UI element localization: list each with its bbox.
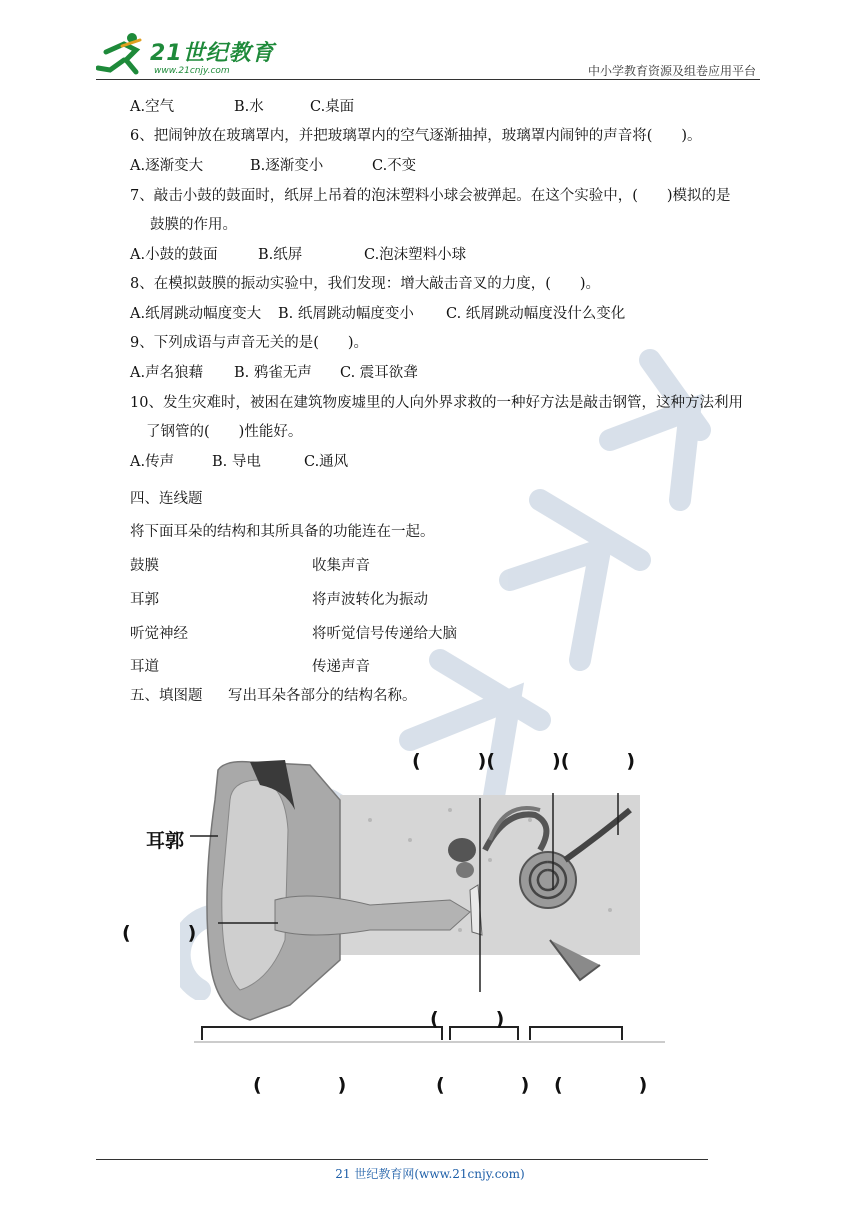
- section5-title: 五、填图题: [130, 688, 203, 704]
- q7-option-b: B.纸屏: [258, 247, 303, 263]
- match-right-item: 将声波转化为振动: [312, 592, 428, 608]
- brand-name: 21世纪教育: [150, 41, 275, 66]
- blank-outer-ear[interactable]: ( ): [253, 1074, 347, 1096]
- q9-text: 9、下列成语与声音无关的是( )。: [130, 335, 369, 351]
- ear-diagram: [110, 740, 710, 1100]
- q5-option-a: A.空气: [130, 99, 175, 115]
- header-divider: [96, 79, 760, 80]
- q9-options: [130, 363, 418, 383]
- q8-text: 8、在模拟鼓膜的振动实验中，我们发现：增大敲击音叉的力度，( )。: [130, 276, 601, 292]
- blank-middle-part[interactable]: ( ): [430, 1008, 505, 1030]
- q10-option-a: A.传声: [130, 454, 175, 470]
- q7-text-line1: 7、敲击小鼓的鼓面时，纸屏上吊着的泡沫塑料小球会被弹起。在这个实验中，( )模拟的是: [130, 188, 731, 204]
- q5-options: [130, 97, 354, 117]
- footer-text: 21 世纪教育网(www.21cnjy.com): [335, 1167, 525, 1181]
- q5-option-c: C.桌面: [310, 99, 355, 115]
- runner-logo-icon: [96, 30, 148, 76]
- blank-middle-ear[interactable]: ( ): [436, 1074, 530, 1096]
- q7-option-c: C.泡沫塑料小球: [364, 247, 467, 263]
- q8-option-a: A.纸屑跳动幅度变大: [130, 306, 262, 322]
- footer-divider: [96, 1159, 708, 1160]
- match-right-item: 传递声音: [312, 659, 370, 675]
- site-logo: [96, 30, 296, 80]
- match-right-item: 将听觉信号传递给大脑: [312, 626, 457, 642]
- q5-option-b: B.水: [234, 99, 264, 115]
- q10-text-line2: 了钢管的( )性能好。: [146, 424, 303, 440]
- q10-option-b: B. 导电: [212, 454, 261, 470]
- match-left-item: 听觉神经: [130, 626, 188, 642]
- q6-option-b: B.逐渐变小: [250, 158, 324, 174]
- q10-options: [130, 452, 348, 472]
- q6-text: 6、把闹钟放在玻璃罩内，并把玻璃罩内的空气逐渐抽掉，玻璃罩内闹钟的声音将( )。: [130, 128, 702, 144]
- q7-option-a: A.小鼓的鼓面: [130, 247, 218, 263]
- platform-title: 中小学教育资源及组卷应用平台: [587, 64, 756, 78]
- section4-title: 四、连线题: [130, 491, 203, 507]
- q6-options: [130, 156, 416, 176]
- q9-option-a: A.声名狼藉: [130, 365, 204, 381]
- match-left-item: 耳郭: [130, 592, 159, 608]
- q10-text-line1: 10、发生灾难时，被困在建筑物废墟里的人向外界求救的一种好方法是敲击钢管，这种方法利用: [130, 395, 743, 411]
- q8-option-b: B. 纸屑跳动幅度变小: [278, 306, 414, 322]
- q6-option-c: C.不变: [372, 158, 417, 174]
- top-answer-blanks[interactable]: ( )( )( ): [412, 750, 636, 772]
- match-left-item: 鼓膜: [130, 558, 159, 574]
- match-right-item: 收集声音: [312, 558, 370, 574]
- q8-options: [130, 304, 625, 324]
- match-left-item: 耳道: [130, 659, 159, 675]
- q9-option-c: C. 震耳欲聋: [340, 365, 418, 381]
- ear-illustration: [110, 740, 710, 1100]
- q9-option-b: B. 鸦雀无声: [234, 365, 312, 381]
- blank-ear-canal[interactable]: ( ): [122, 922, 197, 944]
- q6-option-a: A.逐渐变大: [130, 158, 204, 174]
- q10-option-c: C.通风: [304, 454, 349, 470]
- section4-instruction: 将下面耳朵的结构和其所具备的功能连在一起。: [130, 524, 435, 540]
- auricle-label: 耳郭: [146, 830, 185, 852]
- brand-url: www.21cnjy.com: [154, 66, 230, 76]
- blank-inner-ear[interactable]: ( ): [554, 1074, 648, 1096]
- q8-option-c: C. 纸屑跳动幅度没什么变化: [446, 306, 626, 322]
- q7-options: [130, 245, 466, 265]
- q7-text-line2: 鼓膜的作用。: [150, 217, 237, 233]
- section5-instruction: 写出耳朵各部分的结构名称。: [228, 688, 417, 704]
